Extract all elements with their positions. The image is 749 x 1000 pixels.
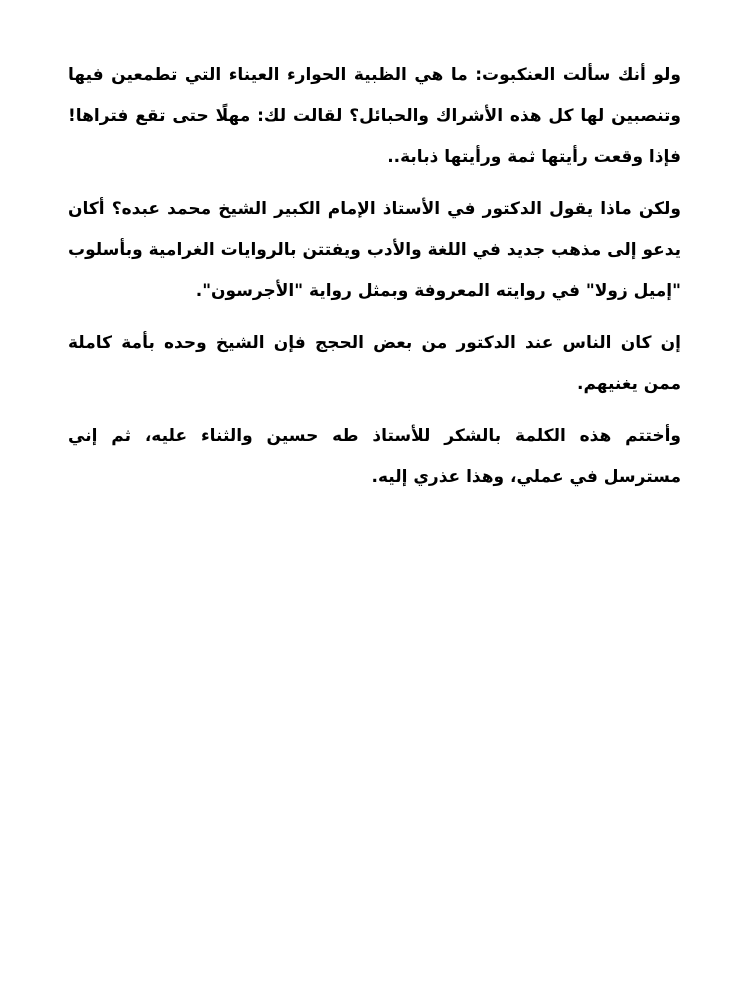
document-page [68,55,681,509]
paragraph-sheikh-nation: إن كان الناس عند الدكتور من بعض الحجج فإن الشيخ وحده بأمة كاملة ممن يغنيهم. [68,333,681,394]
paragraph-muhammad-abduh: ولكن ماذا يقول الدكتور في الأستاذ الإمام الكبير الشيخ محمد عبده؟ أكان يدعو إلى مذهب جديد في اللغة والأدب ويفتتن بالروايات الغرامية وبأسلوب "إميل زولا" في روايته المعروفة وبمثل رواية "الأجرسون". [68,199,681,301]
paragraph-spider: ولو أنك سألت العنكبوت: ما هي الظبية الحوارء العيناء التي تطمعين فيها وتنصبين لها كل هذه الأشراك والحبائل؟ لقالت لك: مهلًا حتى تقع فتراها! فإذا وقعت رأيتها ثمة ورأيتها ذبابة.. [68,65,681,167]
paragraph-closing: وأختتم هذه الكلمة بالشكر للأستاذ طه حسين والثناء عليه، ثم إني مسترسل في عملي، وهذا عذري إليه. [68,426,681,487]
